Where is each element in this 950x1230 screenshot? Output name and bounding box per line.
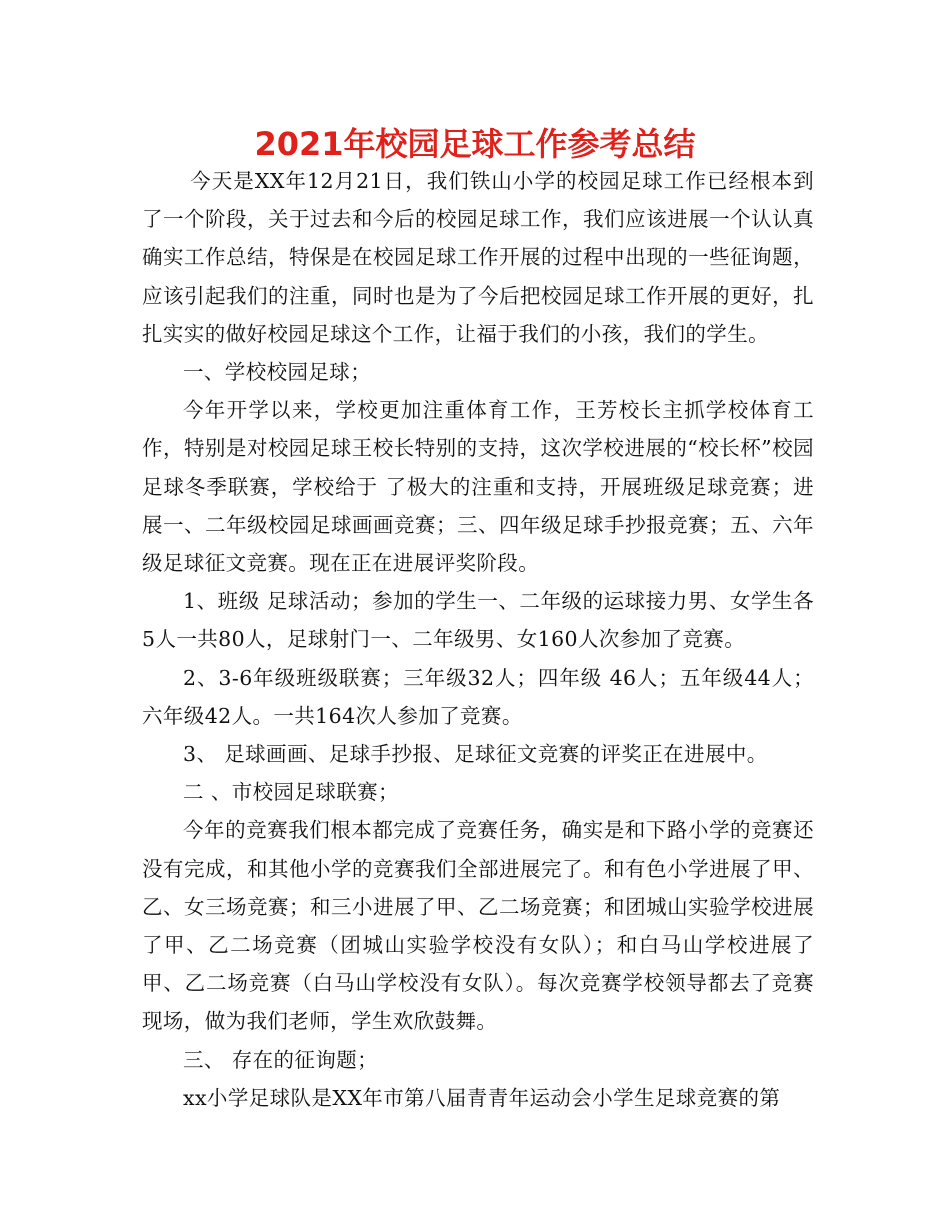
paragraph-city-league: 今年的竞赛我们根本都完成了竞赛任务，确实是和下路小学的竞赛还没有完成，和其他小学的竞赛我们全部进展完了。和有色小学进展了甲、乙、女三场竞赛；和三小进展了甲、乙二场竞赛；和团城山实验学校进展了甲、乙二场竞赛（团城山实验学校没有女队）；和白马山学校进展了甲、乙二场竞赛（白马山学校没有女队）。每次竞赛学校领导都去了竞赛现场，做为我们老师，学生欢欣鼓舞。 [142,818,814,1034]
section-heading-problems: 三、 存在的征询题； [183,1047,379,1072]
list-item-grade-league: 2、3-6年级班级联赛；三年级32人；四年级 46人；五年级44人；六年级42人。一共164次人参加了竞赛。 [142,665,814,728]
list-item-class-activities: 1、班级 足球活动；参加的学生一、二年级的运球接力男、女学生各5人一共80人，足球射门一、二年级男、女160人次参加了竞赛。 [142,589,814,652]
section-heading-city-league: 二 、市校园足球联赛； [183,780,399,805]
list-item-awards: 3、 足球画画、足球手抄报、足球征文竞赛的评奖正在进展中。 [183,742,768,767]
paragraph-school-football: 今年开学以来，学校更加注重体育工作，王芳校长主抓学校体育工作，特别是对校园足球王校长特别的支持，这次学校进展的“校长杯”校园足球冬季联赛，学校给于 了极大的注重和支持，开展班级足球竞赛；进展一、二年级校园足球画画竞赛；三、四年级足球手抄报竞赛；五、六年级足球征文竞赛。现在正在进展评奖阶段。 [142,398,814,576]
section-heading-school-football: 一、学校校园足球； [183,360,372,385]
paragraph-problems: xx小学足球队是XX年市第八届青青年运动会小学生足球竞赛的第 [183,1085,781,1110]
document-body [142,162,814,1117]
paragraph-intro: 今天是XX年12月21日，我们铁山小学的校园足球工作已经根本到了一个阶段，关于过去和今后的校园足球工作，我们应该进展一个认认真确实工作总结，特保是在校园足球工作开展的过程中出现的一些征询题，应该引起我们的注重，同时也是为了今后把校园足球工作开展的更好，扎扎实实的做好校园足球这个工作，让福于我们的小孩，我们的学生。 [142,169,814,346]
document-title: 2021年校园足球工作参考总结 [254,125,696,163]
